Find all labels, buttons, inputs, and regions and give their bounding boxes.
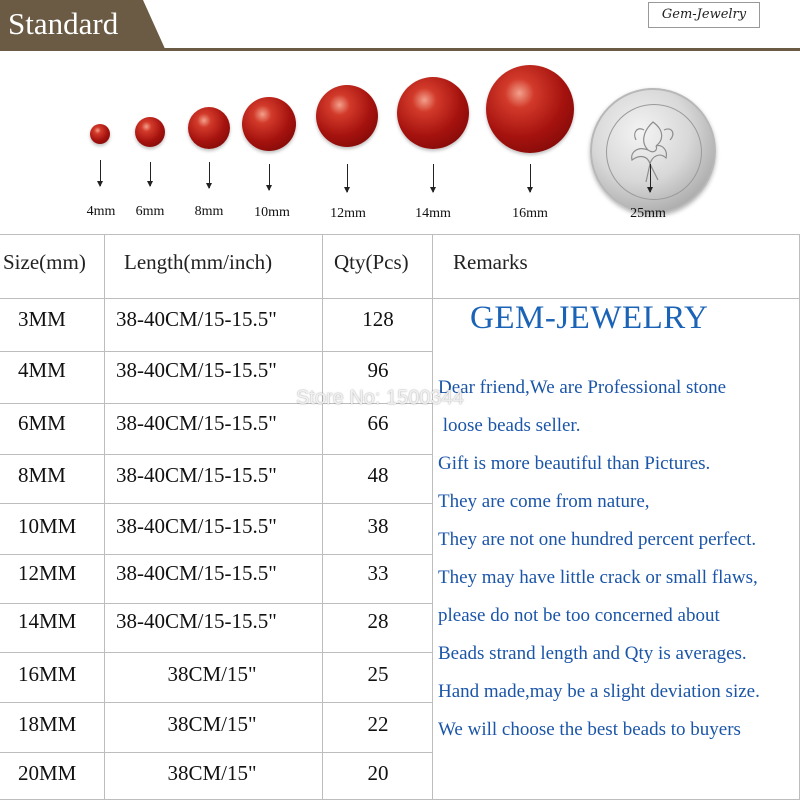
cell-qty: 38 — [367, 514, 389, 538]
bead-label-10mm: 10mm — [254, 205, 290, 220]
row-divider — [0, 603, 432, 604]
cell-length: 38CM/15" — [167, 761, 257, 785]
remark-line: Beads strand length and Qty is averages. — [438, 643, 747, 664]
col-divider — [322, 234, 323, 800]
row-divider — [0, 554, 432, 555]
remark-line: loose beads seller. — [438, 415, 581, 436]
cell-size: 10MM — [18, 514, 77, 538]
arrow-4mm — [100, 160, 101, 186]
arrow-12mm — [347, 164, 348, 192]
table-top-border — [0, 234, 800, 235]
row-divider — [0, 702, 432, 703]
cell-length: 38CM/15" — [167, 662, 257, 686]
cell-size: 3MM — [18, 307, 66, 331]
remark-line: Hand made,may be a slight deviation size. — [438, 681, 760, 702]
arrow-10mm — [269, 164, 270, 190]
cell-qty: 128 — [362, 307, 394, 331]
arrow-25mm — [650, 164, 651, 192]
bead-8mm — [188, 107, 230, 149]
cell-qty: 66 — [367, 411, 389, 435]
bead-4mm — [90, 124, 110, 144]
bead-label-16mm: 16mm — [512, 206, 548, 221]
cell-length: 38-40CM/15-15.5" — [116, 307, 277, 331]
row-divider — [0, 454, 432, 455]
cell-length: 38CM/15" — [167, 712, 257, 736]
cell-length: 38-40CM/15-15.5" — [116, 514, 277, 538]
bead-14mm — [397, 77, 469, 149]
cell-size: 18MM — [18, 712, 77, 736]
remark-line: They may have little crack or small flaws, — [438, 567, 758, 588]
bead-label-14mm: 14mm — [415, 206, 451, 221]
remarks-title: GEM-JEWELRY — [470, 300, 709, 336]
cell-length: 38-40CM/15-15.5" — [116, 463, 277, 487]
cell-length: 38-40CM/15-15.5" — [116, 358, 277, 382]
header-qty: Qty(Pcs) — [334, 250, 409, 274]
bead-size-chart — [0, 52, 800, 232]
bead-label-12mm: 12mm — [330, 206, 366, 221]
cell-qty: 48 — [367, 463, 389, 487]
cell-qty: 25 — [367, 662, 389, 686]
header-length: Length(mm/inch) — [124, 250, 273, 274]
coin-flower-icon — [592, 90, 714, 212]
cell-size: 12MM — [18, 561, 77, 585]
header-bottom-border — [0, 298, 800, 299]
cell-qty: 33 — [367, 561, 389, 585]
remark-line: They are come from nature, — [438, 491, 650, 512]
arrow-8mm — [209, 162, 210, 188]
cell-size: 4MM — [18, 358, 66, 382]
cell-size: 14MM — [18, 609, 77, 633]
cell-size: 20MM — [18, 761, 77, 785]
col-divider — [104, 234, 105, 800]
bead-6mm — [135, 117, 165, 147]
bead-12mm — [316, 85, 378, 147]
arrow-14mm — [433, 164, 434, 192]
cell-size: 8MM — [18, 463, 66, 487]
cell-length: 38-40CM/15-15.5" — [116, 411, 277, 435]
bead-10mm — [242, 97, 296, 151]
row-divider — [0, 652, 432, 653]
brand-logo: Gem-Jewelry — [648, 2, 760, 28]
arrow-16mm — [530, 164, 531, 192]
cell-qty: 20 — [367, 761, 389, 785]
col-divider — [432, 234, 433, 800]
bead-label-25mm: 25mm — [630, 206, 666, 221]
header-title: Standard — [8, 6, 119, 41]
row-divider — [0, 351, 432, 352]
store-watermark: Store No: 1500344 — [296, 387, 464, 409]
header-size: Size(mm) — [3, 250, 86, 274]
row-divider — [0, 503, 432, 504]
header-remarks: Remarks — [453, 250, 528, 274]
cell-qty: 22 — [367, 712, 389, 736]
remark-line: Dear friend,We are Professional stone — [438, 377, 727, 398]
coin-image — [590, 88, 716, 214]
bead-16mm — [486, 65, 574, 153]
remark-line: They are not one hundred percent perfect. — [438, 529, 757, 550]
size-table — [0, 234, 800, 800]
cell-size: 16MM — [18, 662, 77, 686]
cell-size: 6MM — [18, 411, 66, 435]
remark-line: please do not be too concerned about — [438, 605, 720, 626]
bead-label-8mm: 8mm — [194, 204, 224, 219]
row-divider — [0, 752, 432, 753]
bead-label-6mm: 6mm — [135, 204, 165, 219]
remark-line: We will choose the best beads to buyers — [438, 719, 741, 740]
cell-length: 38-40CM/15-15.5" — [116, 609, 277, 633]
arrow-6mm — [150, 162, 151, 186]
cell-qty: 96 — [367, 358, 389, 382]
cell-qty: 28 — [367, 609, 389, 633]
cell-length: 38-40CM/15-15.5" — [116, 561, 277, 585]
remark-line: Gift is more beautiful than Pictures. — [438, 453, 711, 474]
bead-label-4mm: 4mm — [86, 204, 116, 219]
